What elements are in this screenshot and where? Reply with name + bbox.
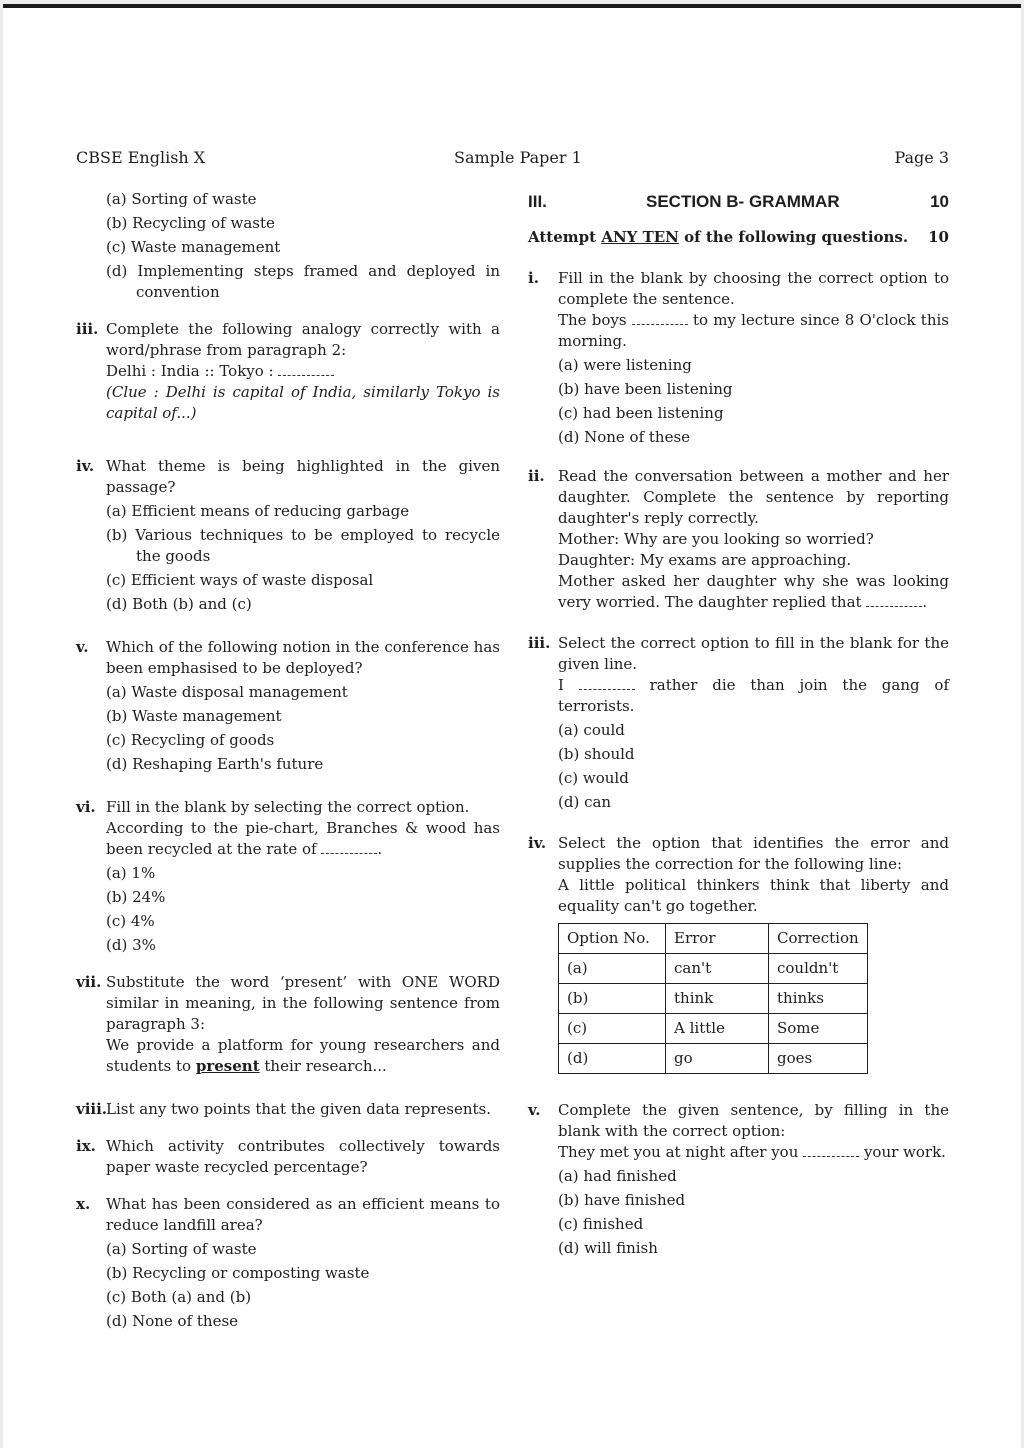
sentence-part: to my lecture since 8 O'clock this morning. [558, 311, 949, 350]
option: (a) were listening [558, 356, 692, 374]
option: (d) Both (b) and (c) [106, 595, 252, 613]
option: (c) Recycling of goods [106, 731, 275, 749]
question-text: Which activity contributes collectively towards paper waste recycled percentage? [106, 1137, 500, 1176]
table-cell: think [666, 984, 769, 1014]
option: (d) 3% [106, 936, 156, 954]
question-number: iii. [528, 634, 551, 652]
question-x [76, 1194, 500, 1332]
conversation-line: Mother asked her daughter why she was looking very worried. The daughter replied that [558, 572, 949, 611]
table-cell: thinks [769, 984, 868, 1014]
table-cell: Some [769, 1014, 868, 1044]
sentence-part: rather die than join the gang of terrorists. [558, 676, 949, 715]
grammar-question-v [528, 1100, 949, 1259]
option: (b) 24% [106, 888, 166, 906]
question-number: ii. [528, 467, 545, 485]
table-header: Error [666, 924, 769, 954]
table-row [559, 984, 868, 1014]
clue-text: (Clue : Delhi is capital of India, similarly Tokyo is capital of...) [106, 383, 500, 422]
grammar-question-ii: ii. Read the conversation between a mother and her daughter. Complete the sentence by reporting daughter's reply correctly. Mother: Why are you looking so worried? Daughter: My exams are approaching. Mother asked her daughter why she was looking very worried. The daughter replied that . [528, 467, 949, 611]
answer-blank [579, 677, 635, 690]
answer-blank [803, 1144, 859, 1157]
table-cell: goes [769, 1044, 868, 1074]
section-heading [528, 191, 949, 215]
option: (b) Waste management [106, 707, 282, 725]
section-marks: 10 [930, 192, 949, 211]
conversation-line: Mother: Why are you looking so worried? [558, 530, 874, 548]
table-cell: (a) [559, 954, 666, 984]
answer-blank [632, 312, 688, 325]
question-viii [76, 1099, 500, 1120]
question-text: Complete the following analogy correctly with a word/phrase from paragraph 2: [106, 320, 500, 359]
table-cell: (c) [559, 1014, 666, 1044]
question-ix [76, 1136, 500, 1178]
question-text: Substitute the word ‘present’ with ONE WORD similar in meaning, in the following sentence from paragraph 3: [106, 973, 500, 1033]
option: (d) will finish [558, 1239, 658, 1257]
left-column [76, 189, 500, 1350]
option: (c) finished [558, 1215, 644, 1233]
option: (b) have been listening [558, 380, 733, 398]
question-number: iii. [76, 320, 99, 338]
option: (d) can [558, 793, 612, 811]
answer-blank [866, 594, 922, 607]
option: (c) had been listening [558, 404, 724, 422]
paper-page [3, 4, 1021, 1448]
option: (c) Both (a) and (b) [106, 1288, 252, 1306]
header-paper: Sample Paper 1 [454, 148, 582, 167]
instruction-text: Attempt [528, 228, 597, 246]
question-vi: vi. Fill in the blank by selecting the correct option. According to the pie-chart, Branches & wood has been recycled at the rate of . (a) 1% (b) 24% (c) 4% (d) 3% [76, 798, 500, 954]
option: (a) Efficient means of reducing garbage [106, 502, 410, 520]
table-row [559, 1044, 868, 1074]
instruction-marks: 10 [928, 228, 949, 246]
question-text: Fill in the blank by choosing the correct option to complete the sentence. [558, 269, 949, 308]
option: (c) would [558, 769, 629, 787]
header-page: Page 3 [894, 148, 949, 167]
grammar-question-i [528, 268, 949, 448]
option: (a) 1% [106, 864, 156, 882]
table-cell: A little [666, 1014, 769, 1044]
instruction-text: of the following questions. [684, 228, 909, 246]
option: (d) Implementing steps framed and deployed in convention [106, 262, 500, 301]
table-row [559, 954, 868, 984]
conversation-line: Daughter: My exams are approaching. [558, 551, 852, 569]
question-v [76, 637, 500, 775]
option: (c) 4% [106, 912, 155, 930]
option: (d) None of these [106, 1312, 239, 1330]
option: (c) Efficient ways of waste disposal [106, 571, 374, 589]
table-header-row [559, 924, 868, 954]
question-number: iv. [528, 834, 547, 852]
grammar-question-iv [528, 833, 949, 1074]
sentence-part: They met you at night after you [558, 1143, 799, 1161]
table-row [559, 1014, 868, 1044]
answer-blank [278, 363, 334, 376]
option: (b) should [558, 745, 635, 763]
question-text: Select the correct option to fill in the blank for the given line. [558, 634, 949, 673]
question-text: Select the option that identifies the error and supplies the correction for the following line: [558, 834, 949, 873]
question-text: What has been considered as an efficient means to reduce landfill area? [106, 1195, 500, 1234]
question-text-2: According to the pie-chart, Branches & wood has been recycled at the rate of [106, 819, 500, 858]
question-text: Read the conversation between a mother and her daughter. Complete the sentence by reporting daughter's reply correctly. [558, 467, 949, 527]
table-cell: (b) [559, 984, 666, 1014]
table-header: Correction [769, 924, 868, 954]
question-number: i. [528, 269, 539, 287]
option: (d) Reshaping Earth's future [106, 755, 324, 773]
header-subject: CBSE English X [76, 148, 206, 167]
table-cell: (d) [559, 1044, 666, 1074]
right-column [528, 191, 949, 1277]
question-number: iv. [76, 457, 95, 475]
question-ii-options [76, 189, 500, 303]
question-number: viii. [76, 1100, 108, 1118]
sentence-part: The boys [558, 311, 627, 329]
question-number: x. [76, 1195, 91, 1213]
option: (d) None of these [558, 428, 691, 446]
analogy-text: Delhi : India :: Tokyo : [106, 362, 274, 380]
question-text: List any two points that the given data represents. [106, 1100, 491, 1118]
sentence-part: their research... [264, 1057, 387, 1075]
option: (a) could [558, 721, 625, 739]
option: (b) Various techniques to be employed to recycle the goods [106, 526, 500, 565]
error-line: A little political thinkers think that liberty and equality can't go together. [558, 876, 949, 915]
option: (a) Waste disposal management [106, 683, 348, 701]
question-text: Complete the given sentence, by filling in the blank with the correct option: [558, 1101, 949, 1140]
question-text: What theme is being highlighted in the given passage? [106, 457, 500, 496]
question-text: Fill in the blank by selecting the correct option. [106, 798, 470, 816]
table-cell: go [666, 1044, 769, 1074]
option: (a) had finished [558, 1167, 677, 1185]
table-cell: couldn't [769, 954, 868, 984]
error-correction-table [558, 923, 868, 1074]
question-iv [76, 456, 500, 615]
grammar-question-iii [528, 633, 949, 813]
option: (b) Recycling or composting waste [106, 1264, 370, 1282]
table-header: Option No. [559, 924, 666, 954]
question-number: vii. [76, 973, 102, 991]
question-number: v. [76, 638, 89, 656]
table-cell: can't [666, 954, 769, 984]
option: (b) Recycling of waste [106, 214, 275, 232]
question-number: vi. [76, 798, 96, 816]
section-title: SECTION B- GRAMMAR [646, 192, 840, 211]
option: (b) have finished [558, 1191, 686, 1209]
attempt-instruction [528, 227, 949, 248]
question-number: ix. [76, 1137, 96, 1155]
section-number: III. [528, 192, 547, 211]
question-number: v. [528, 1101, 541, 1119]
question-vii [76, 972, 500, 1077]
question-iii [76, 319, 500, 424]
option: (a) Sorting of waste [106, 1240, 257, 1258]
sentence-part: your work. [863, 1143, 946, 1161]
highlighted-word: present [195, 1057, 260, 1075]
option: (a) Sorting of waste [106, 190, 257, 208]
instruction-emphasis: ANY TEN [601, 228, 679, 246]
sentence-part: I [558, 676, 564, 694]
question-text: Which of the following notion in the conference has been emphasised to be deployed? [106, 638, 500, 677]
sentence-part: We provide a platform for young researchers and students to [106, 1036, 500, 1075]
option: (c) Waste management [106, 238, 281, 256]
answer-blank [321, 841, 377, 854]
